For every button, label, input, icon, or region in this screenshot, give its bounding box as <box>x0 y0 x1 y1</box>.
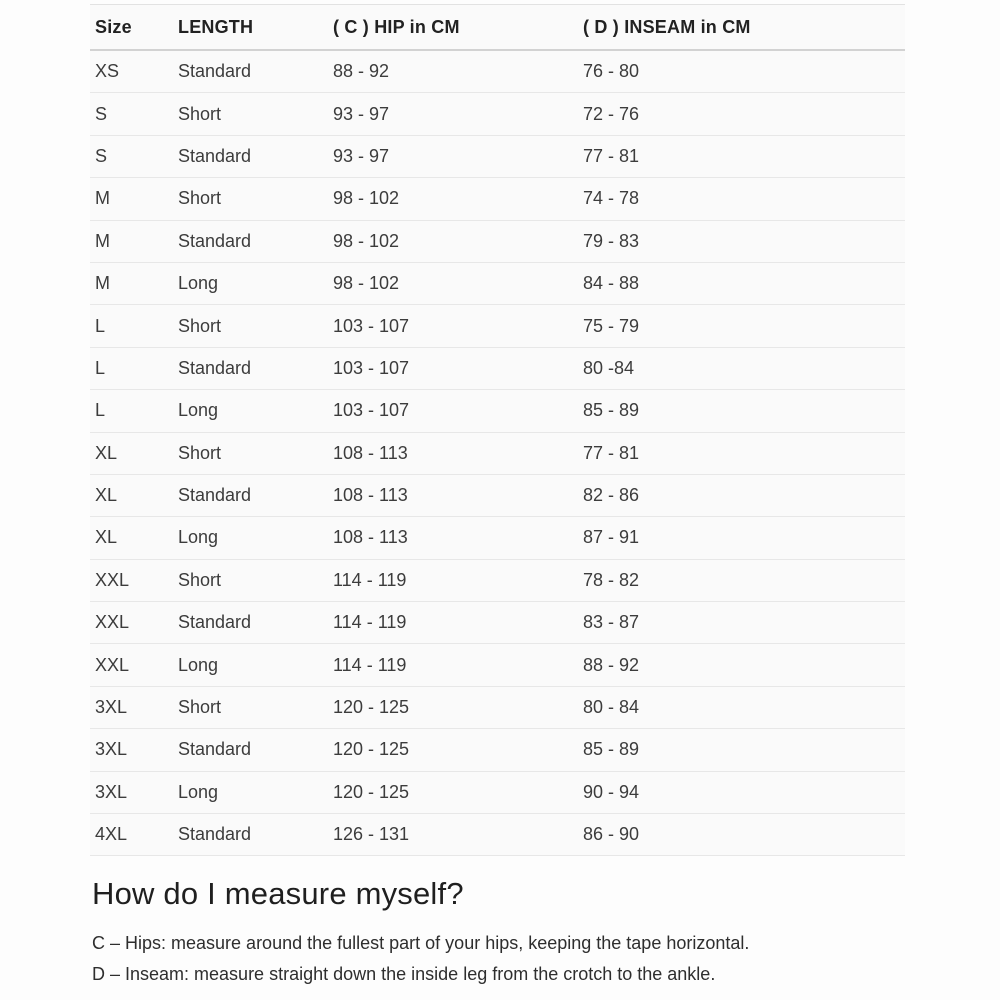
table-cell: Short <box>173 686 328 728</box>
table-cell: 84 - 88 <box>578 262 905 304</box>
table-cell: 108 - 113 <box>328 474 578 516</box>
table-header-row <box>90 5 905 51</box>
size-chart-table <box>90 4 905 856</box>
table-cell: Standard <box>173 220 328 262</box>
table-cell: Short <box>173 305 328 347</box>
table-cell: 80 - 84 <box>578 686 905 728</box>
column-header-hip: ( C ) HIP in CM <box>328 5 578 51</box>
column-header-length: LENGTH <box>173 5 328 51</box>
table-cell: Standard <box>173 50 328 93</box>
table-cell: Long <box>173 644 328 686</box>
table-cell: 120 - 125 <box>328 686 578 728</box>
table-cell: 114 - 119 <box>328 644 578 686</box>
table-cell: XXL <box>90 602 173 644</box>
column-header-inseam: ( D ) INSEAM in CM <box>578 5 905 51</box>
table-cell: 98 - 102 <box>328 178 578 220</box>
table-cell: XL <box>90 474 173 516</box>
table-cell: Standard <box>173 135 328 177</box>
table-cell: XL <box>90 517 173 559</box>
table-cell: 80 -84 <box>578 347 905 389</box>
table-cell: 126 - 131 <box>328 814 578 856</box>
table-cell: 3XL <box>90 729 173 771</box>
table-cell: 72 - 76 <box>578 93 905 135</box>
table-row <box>90 474 905 516</box>
table-row <box>90 517 905 559</box>
table-cell: XXL <box>90 559 173 601</box>
table-row <box>90 262 905 304</box>
table-cell: 114 - 119 <box>328 559 578 601</box>
table-cell: 3XL <box>90 771 173 813</box>
table-cell: 74 - 78 <box>578 178 905 220</box>
table-cell: 76 - 80 <box>578 50 905 93</box>
table-body <box>90 50 905 856</box>
table-row <box>90 686 905 728</box>
table-cell: XXL <box>90 644 173 686</box>
table-cell: 98 - 102 <box>328 220 578 262</box>
table-cell: Short <box>173 93 328 135</box>
measure-line-inseam: D – Inseam: measure straight down the inside leg from the crotch to the ankle. <box>92 964 716 984</box>
table-cell: 103 - 107 <box>328 305 578 347</box>
table-cell: M <box>90 220 173 262</box>
table-cell: L <box>90 347 173 389</box>
table-cell: 77 - 81 <box>578 135 905 177</box>
table-row <box>90 220 905 262</box>
table-cell: Standard <box>173 602 328 644</box>
table-cell: Standard <box>173 729 328 771</box>
table-cell: 98 - 102 <box>328 262 578 304</box>
column-header-size: Size <box>90 5 173 51</box>
table-row <box>90 814 905 856</box>
table-cell: 82 - 86 <box>578 474 905 516</box>
table-row <box>90 432 905 474</box>
table-row <box>90 602 905 644</box>
table-cell: 88 - 92 <box>328 50 578 93</box>
table-cell: L <box>90 390 173 432</box>
measure-line-hips: C – Hips: measure around the fullest part of your hips, keeping the tape horizontal. <box>92 933 750 953</box>
table-cell: 120 - 125 <box>328 771 578 813</box>
table-row <box>90 50 905 93</box>
table-cell: 120 - 125 <box>328 729 578 771</box>
table-row <box>90 305 905 347</box>
table-cell: 83 - 87 <box>578 602 905 644</box>
table-cell: 79 - 83 <box>578 220 905 262</box>
table-row <box>90 390 905 432</box>
table-cell: 77 - 81 <box>578 432 905 474</box>
table-row <box>90 135 905 177</box>
table-cell: 88 - 92 <box>578 644 905 686</box>
table-cell: 85 - 89 <box>578 729 905 771</box>
measure-heading: How do I measure myself? <box>92 876 464 911</box>
table-row <box>90 178 905 220</box>
table-cell: 103 - 107 <box>328 390 578 432</box>
table-cell: Long <box>173 390 328 432</box>
table-cell: XL <box>90 432 173 474</box>
table-row <box>90 93 905 135</box>
table-cell: Long <box>173 517 328 559</box>
table-cell: Standard <box>173 474 328 516</box>
table-row <box>90 771 905 813</box>
table-cell: 114 - 119 <box>328 602 578 644</box>
table-cell: S <box>90 135 173 177</box>
table-row <box>90 347 905 389</box>
table-cell: Short <box>173 559 328 601</box>
table-row <box>90 559 905 601</box>
table-cell: Standard <box>173 814 328 856</box>
table-cell: 75 - 79 <box>578 305 905 347</box>
table-cell: XS <box>90 50 173 93</box>
table-cell: 93 - 97 <box>328 93 578 135</box>
table-cell: 78 - 82 <box>578 559 905 601</box>
table-cell: 87 - 91 <box>578 517 905 559</box>
table-cell: 85 - 89 <box>578 390 905 432</box>
table-cell: 108 - 113 <box>328 432 578 474</box>
table-cell: L <box>90 305 173 347</box>
table-row <box>90 729 905 771</box>
table-cell: Short <box>173 178 328 220</box>
table-cell: Standard <box>173 347 328 389</box>
table-cell: Short <box>173 432 328 474</box>
table-cell: 90 - 94 <box>578 771 905 813</box>
measure-instructions <box>92 928 912 990</box>
table-cell: 108 - 113 <box>328 517 578 559</box>
table-cell: 4XL <box>90 814 173 856</box>
table-cell: Long <box>173 771 328 813</box>
table-cell: 93 - 97 <box>328 135 578 177</box>
table-row <box>90 644 905 686</box>
table-cell: S <box>90 93 173 135</box>
table-cell: M <box>90 178 173 220</box>
table-cell: 86 - 90 <box>578 814 905 856</box>
table-cell: 103 - 107 <box>328 347 578 389</box>
table-cell: M <box>90 262 173 304</box>
table-cell: Long <box>173 262 328 304</box>
table-cell: 3XL <box>90 686 173 728</box>
